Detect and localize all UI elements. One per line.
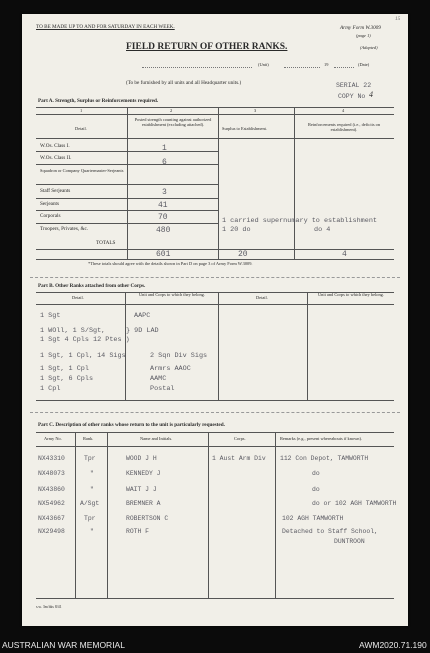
attached-unit: AAPC xyxy=(134,312,151,320)
row-detail: Squadron or Company Quartermaster-Serjeants xyxy=(40,168,124,173)
remarks: Detached to Staff School, xyxy=(282,528,378,535)
copy-number: 4 xyxy=(369,90,373,99)
total-surplus: 20 xyxy=(238,250,248,259)
army-no: NX54962 xyxy=(38,500,65,507)
top-note: TO BE MADE UP TO AND FOR SATURDAY IN EACH WEEK. xyxy=(36,24,175,30)
name: WOOD J H xyxy=(126,455,157,462)
print-code: s.w. 3m bks 8/41 xyxy=(36,605,62,609)
col-head-surplus: Surplus to Establishment. xyxy=(222,126,268,131)
attached-detail: 1 Sgt, 6 Cpls xyxy=(40,375,94,383)
remarks: do xyxy=(312,486,320,493)
form-ref: Army Form W.3009 xyxy=(340,25,381,31)
part-b-col-detail: Detail. xyxy=(72,295,84,300)
reinforcement-value: do 4 xyxy=(314,226,331,234)
remarks: do xyxy=(312,470,320,477)
row-detail: Corporals xyxy=(40,213,61,219)
name: BREMNER A xyxy=(126,500,161,507)
posted-value: 480 xyxy=(156,226,171,235)
attached-detail: 1 Sgt 4 Cpls 12 Ptes ) xyxy=(40,336,130,344)
name: ROBERTSON C xyxy=(126,515,169,522)
totals-label: TOTALS xyxy=(96,240,116,246)
unit-label: (Unit) xyxy=(258,62,269,67)
row-detail: Staff Serjeants xyxy=(40,188,71,194)
part-b-col-detail-2: Detail. xyxy=(256,295,268,300)
page-number: 15 xyxy=(395,16,401,22)
part-c-col-army-no: Army No. xyxy=(44,436,62,441)
attached-detail: 1 Sgt xyxy=(40,312,61,320)
rank: A/Sgt xyxy=(80,500,100,507)
row-detail: Serjeants xyxy=(40,201,60,207)
posted-value: 3 xyxy=(162,188,167,197)
part-a-title: Part A. Strength, Surplus or Reinforcements required. xyxy=(38,98,159,104)
date-label: (Date) xyxy=(358,62,370,67)
col-head-posted: Posted strength counting against authorized establishment (excluding attached). xyxy=(134,117,212,127)
remarks: 112 Con Depot, TAMWORTH xyxy=(280,455,369,462)
furnished-note: (To be furnished by all units and all Headquarter units.) xyxy=(126,80,242,86)
col-num-4: 4 xyxy=(342,108,345,113)
rank: Tpr xyxy=(84,455,96,462)
attached-detail: 1 Sgt, 1 Cpl, 14 Sigs xyxy=(40,352,126,360)
row-detail: Troopers, Privates, &c. xyxy=(40,226,89,232)
corps: 1 Aust Arm Div xyxy=(212,455,266,462)
attached-unit: Postal xyxy=(150,385,175,393)
rank: Tpr xyxy=(84,515,96,522)
part-b-col-unit-2: Unit and Corps to which they belong. xyxy=(318,292,384,297)
rank: " xyxy=(90,470,94,477)
attached-detail: 1 Sgt, 1 Cpl xyxy=(40,365,89,373)
rank: " xyxy=(90,486,94,493)
document-page xyxy=(22,14,408,626)
serial-stamp: SERIAL 22 xyxy=(336,82,372,89)
totals-note: *These totals should agree with the details shown in Part D on page 3 of Army Form W.3009. xyxy=(88,261,253,266)
posted-value: 41 xyxy=(158,201,168,210)
footer-right: AWM2020.71.190 xyxy=(359,640,427,650)
part-b-title: Part B. Other Ranks attached from other Corps. xyxy=(38,283,146,289)
total-posted: 601 xyxy=(156,250,171,259)
remarks: 102 AGH TAMWORTH xyxy=(282,515,344,522)
part-c-col-name: Name and Initials. xyxy=(140,436,173,441)
col-num-2: 2 xyxy=(170,108,173,113)
army-no: NX29498 xyxy=(38,528,65,535)
attached-detail: 1 WOll, 1 S/Sgt, xyxy=(40,327,106,335)
total-reinforcements: 4 xyxy=(342,250,347,259)
part-c-col-remarks: Remarks (e.g., present whereabouts if known). xyxy=(280,436,363,441)
army-no: NX43310 xyxy=(38,455,65,462)
attached-unit: Armrs AAOC xyxy=(150,365,191,373)
col-head-reinforcements: Reinforcements required (i.e., deficits on establishment). xyxy=(307,122,381,132)
remarks: do or 102 AGH TAMWORTH xyxy=(312,500,397,507)
row-detail: W.Os. Class I. xyxy=(40,143,70,149)
year-label: 19 xyxy=(324,62,329,67)
copy-stamp: COPY No xyxy=(338,93,366,100)
surplus-value: 1 20 do xyxy=(222,226,251,234)
col-num-3: 3 xyxy=(254,108,257,113)
part-b-col-unit: Unit and Corps to which they belong. xyxy=(139,292,205,297)
part-c-col-rank: Rank. xyxy=(83,436,94,441)
form-adapted: (Adapted) xyxy=(360,45,378,50)
rank: " xyxy=(90,528,94,535)
surplus-note: 1 carried supernumary to establishment xyxy=(222,217,377,225)
name: WAIT J J xyxy=(126,486,157,493)
page-title: FIELD RETURN OF OTHER RANKS. xyxy=(126,42,288,52)
army-no: NX43667 xyxy=(38,515,65,522)
row-detail: W.Os. Class II. xyxy=(40,155,72,161)
posted-value: 70 xyxy=(158,213,168,222)
footer-left: AUSTRALIAN WAR MEMORIAL xyxy=(2,640,125,650)
name: KENNEDY J xyxy=(126,470,161,477)
footer-bar xyxy=(0,630,430,653)
attached-unit: AAMC xyxy=(150,375,167,383)
attached-detail: 1 Cpl xyxy=(40,385,61,393)
army-no: NX43860 xyxy=(38,486,65,493)
posted-value: 1 xyxy=(162,144,167,153)
remarks: DUNTROON xyxy=(334,538,365,545)
col-num-1: 1 xyxy=(80,108,83,113)
part-c-col-corps: Corps. xyxy=(234,436,246,441)
name: ROTH F xyxy=(126,528,150,535)
part-c-title: Part C. Description of other ranks whose return to the unit is particularly requested. xyxy=(38,422,225,428)
col-head-detail: Detail. xyxy=(75,126,87,131)
attached-unit: } 9D LAD xyxy=(126,327,159,335)
army-no: NX48073 xyxy=(38,470,65,477)
posted-value: 6 xyxy=(162,158,167,167)
form-page: (page 1) xyxy=(356,33,371,38)
attached-unit: 2 Sqn Div Sigs xyxy=(150,352,208,360)
